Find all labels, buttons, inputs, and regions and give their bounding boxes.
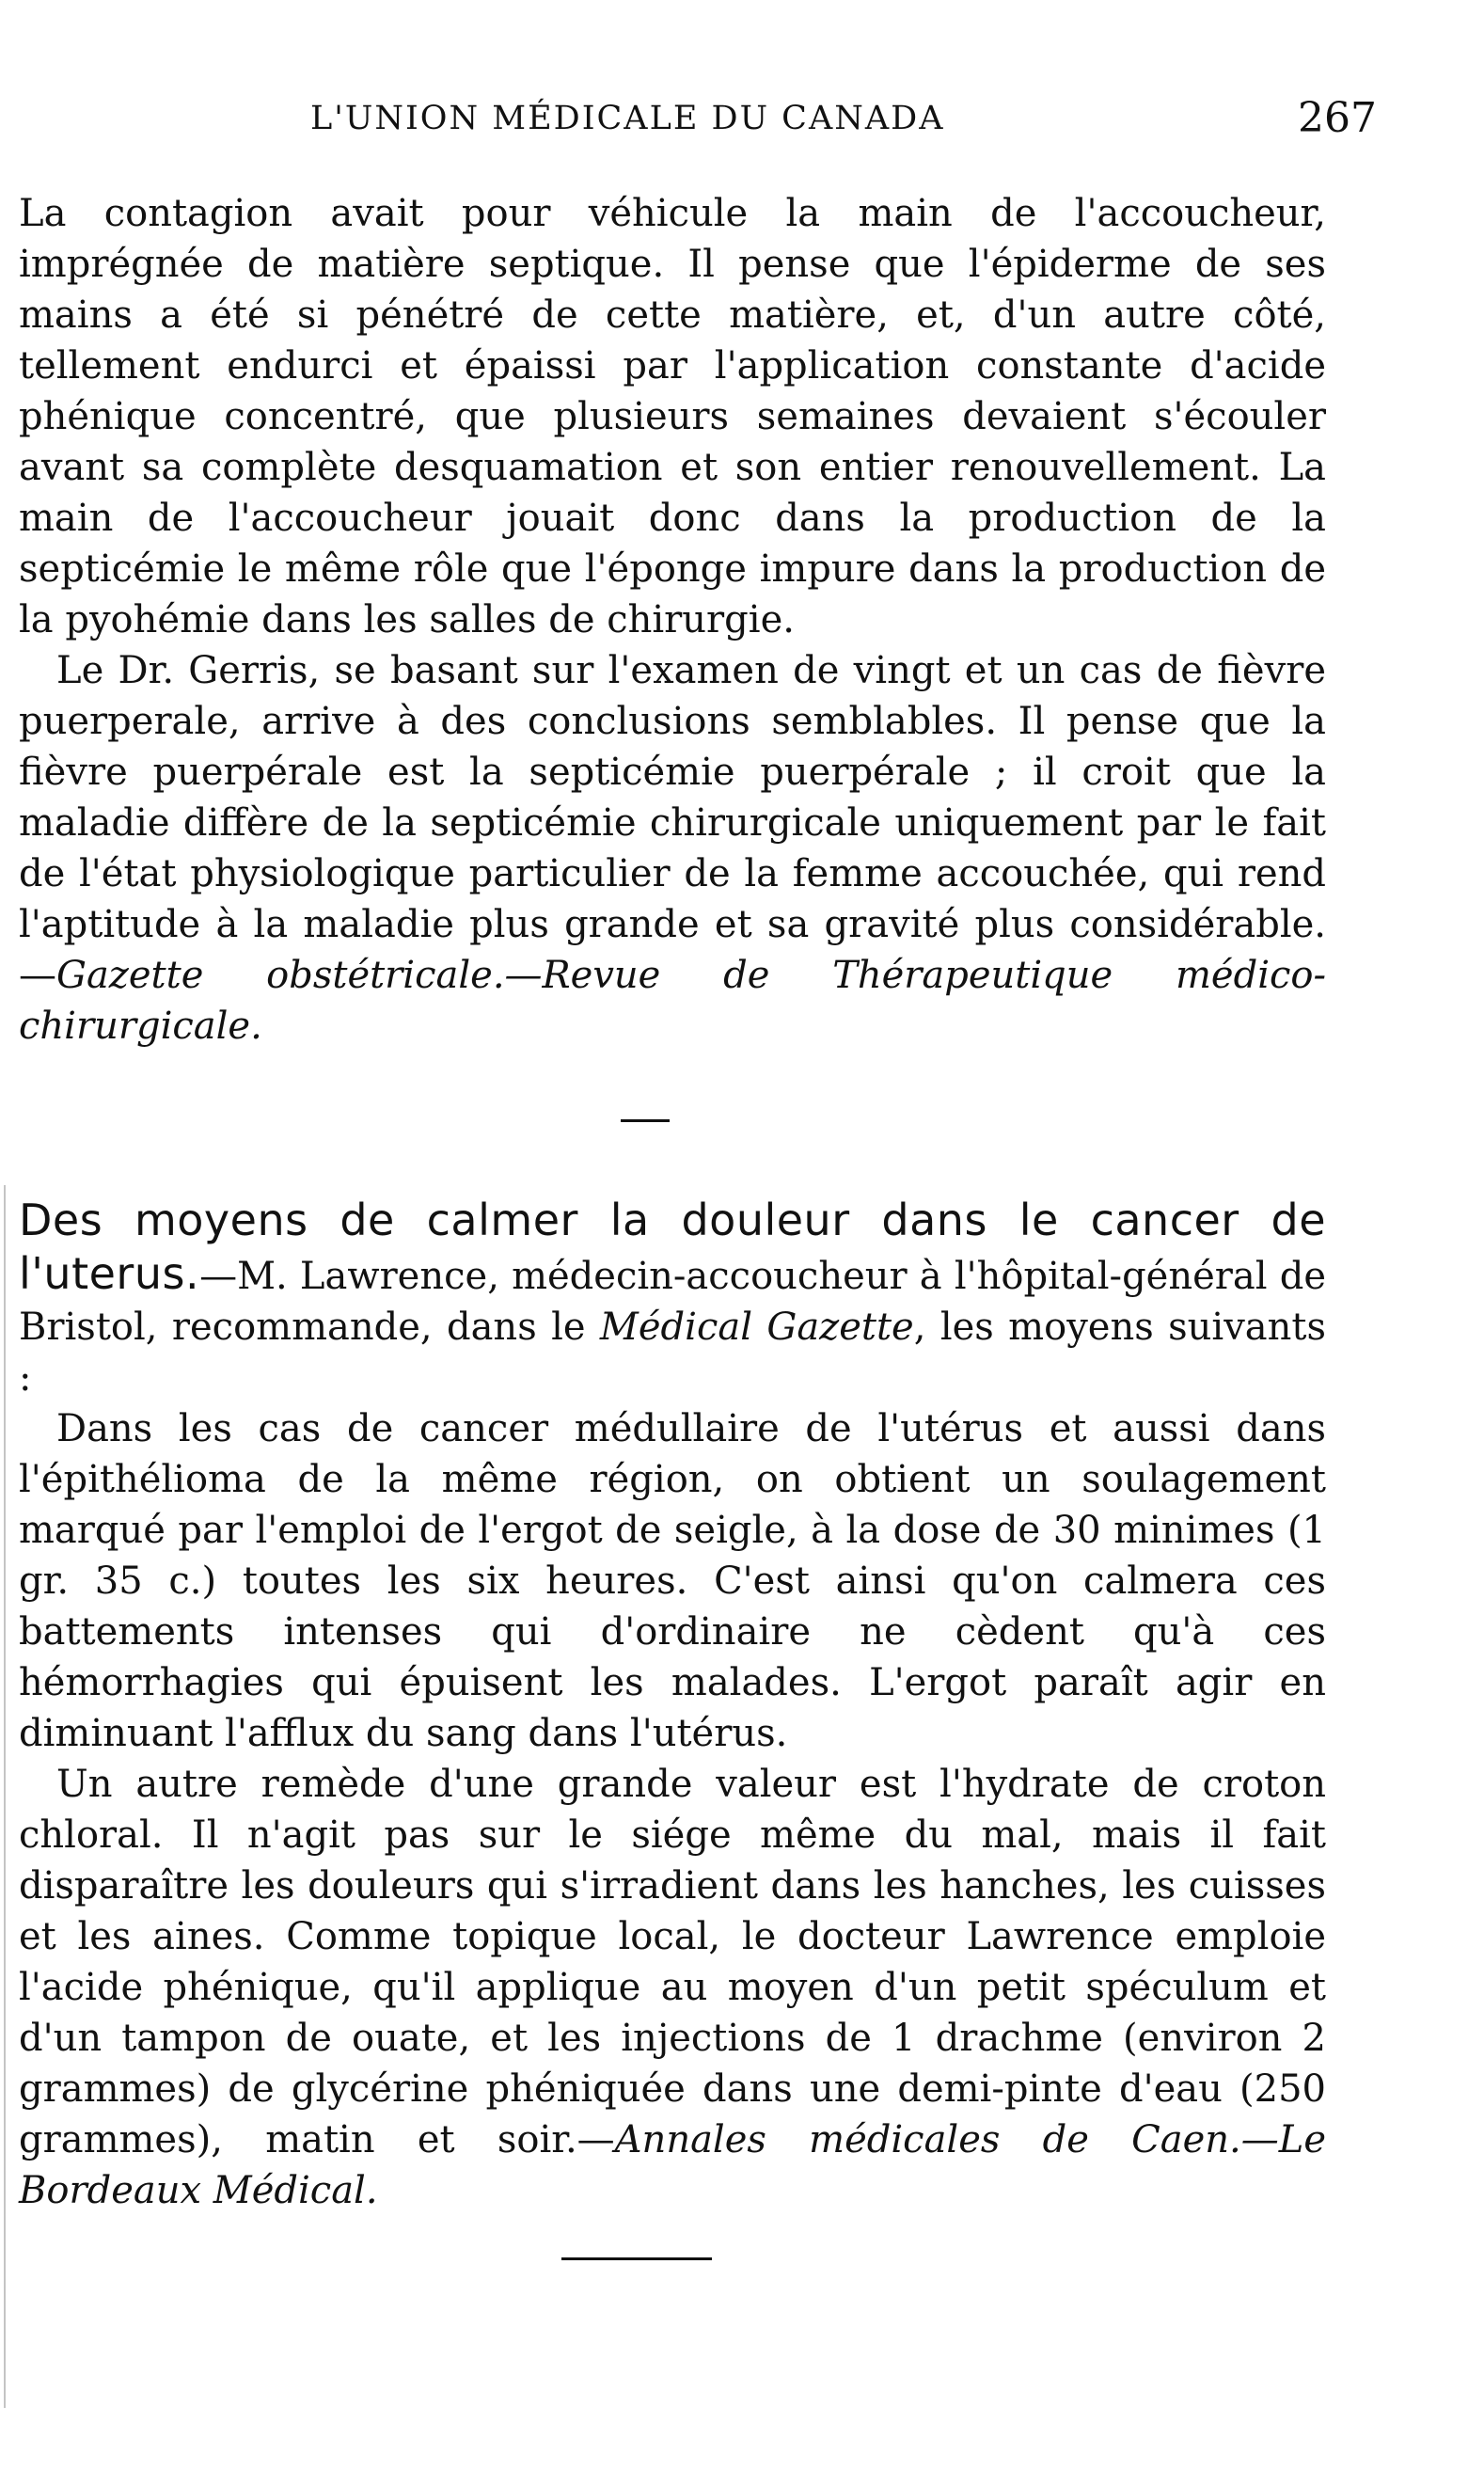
article-cancer-uterus — [19, 1195, 1326, 2216]
article2-intro — [19, 1195, 1326, 1403]
article2-source: Annales médicales de Caen.—Le Bordeaux Médical. — [19, 2118, 1326, 2212]
article-contagion — [19, 188, 1326, 1052]
article2-intro-end: , les moyens suivants : — [19, 1306, 1327, 1400]
article1-paragraph-1: La contagion avait pour véhicule la main de l'accoucheur, imprégnée de matière septique. Il pense que l'épiderme de ses mains a été si pénétré de cette matière, et, d'un autre côté, tellement endurci et épaissi par l'application constante d'acide phénique concentré, que plusieurs semaines devaient s'écouler avant sa complète desquamation et son entier renouvellement. La main de l'accoucheur jouait donc dans la production de la septicémie le même rôle que l'éponge impure dans la production de la pyohémie dans les salles de chirurgie. — [19, 192, 1326, 641]
running-title: L'UNION MÉDICALE DU CANADA — [310, 100, 945, 137]
article2-paragraph-2 — [19, 1759, 1326, 2216]
article1-paragraph-2-text: Le Dr. Gerris, se basant sur l'examen de vingt et un cas de fièvre puerperale, arrive à des conclusions semblables. Il pense que la fièvre puerpérale est la septicémie puerpérale ; il croit que la maladie diffère de la septicémie chirurgicale uniquement par le fait de l'état physiologique particulier de la femme accouchée, qui rend l'aptitude à la maladie plus grande et sa gravité plus considérable.— — [19, 649, 1326, 997]
page-header — [0, 94, 1484, 150]
article1-source: Gazette obstétricale.—Revue de Thérapeutique médico-chirurgicale. — [19, 954, 1326, 1048]
section-divider — [621, 1119, 670, 1122]
article2-paragraph-1: Dans les cas de cancer médullaire de l'utérus et aussi dans l'épithélioma de la même région, on obtient un soulagement marqué par l'emploi de l'ergot de seigle, à la dose de 30 minimes (1 gr. 35 c.) toutes les six heures. C'est ainsi qu'on calmera ces battements intenses qui d'ordinaire ne cèdent qu'à ces hémorrhagies qui épuisent les malades. L'ergot paraît agir en diminuant l'afflux du sang dans l'utérus. — [19, 1407, 1326, 1755]
end-divider — [561, 2257, 712, 2260]
page-number: 267 — [1298, 94, 1377, 142]
article1-paragraph-2 — [19, 645, 1326, 1052]
article2-intro-text: —M. Lawrence, médecin-accoucheur à l'hôpital-général de Bristol, recommande, dans le — [19, 1255, 1326, 1349]
article2-paragraph-2-text: Un autre remède d'une grande valeur est l'hydrate de croton chloral. Il n'agit pas sur le siége même du mal, mais il fait disparaître les douleurs qui s'irradient dans les hanches, les cuisses et les aines. Comme topique local, le docteur Lawrence emploie l'acide phénique, qu'il applique au moyen d'un petit spéculum et d'un tampon de ouate, et les injections de 1 drachme (environ 2 grammes) de glycérine phéniquée dans une demi-pinte d'eau (250 grammes), matin et soir.— — [19, 1763, 1326, 2161]
article2-title: Des moyens de calmer la douleur dans le cancer de l'uterus. — [19, 1195, 1326, 1299]
article2-journal-name: Médical Gazette — [599, 1306, 914, 1349]
binding-edge-line — [4, 1185, 6, 2408]
